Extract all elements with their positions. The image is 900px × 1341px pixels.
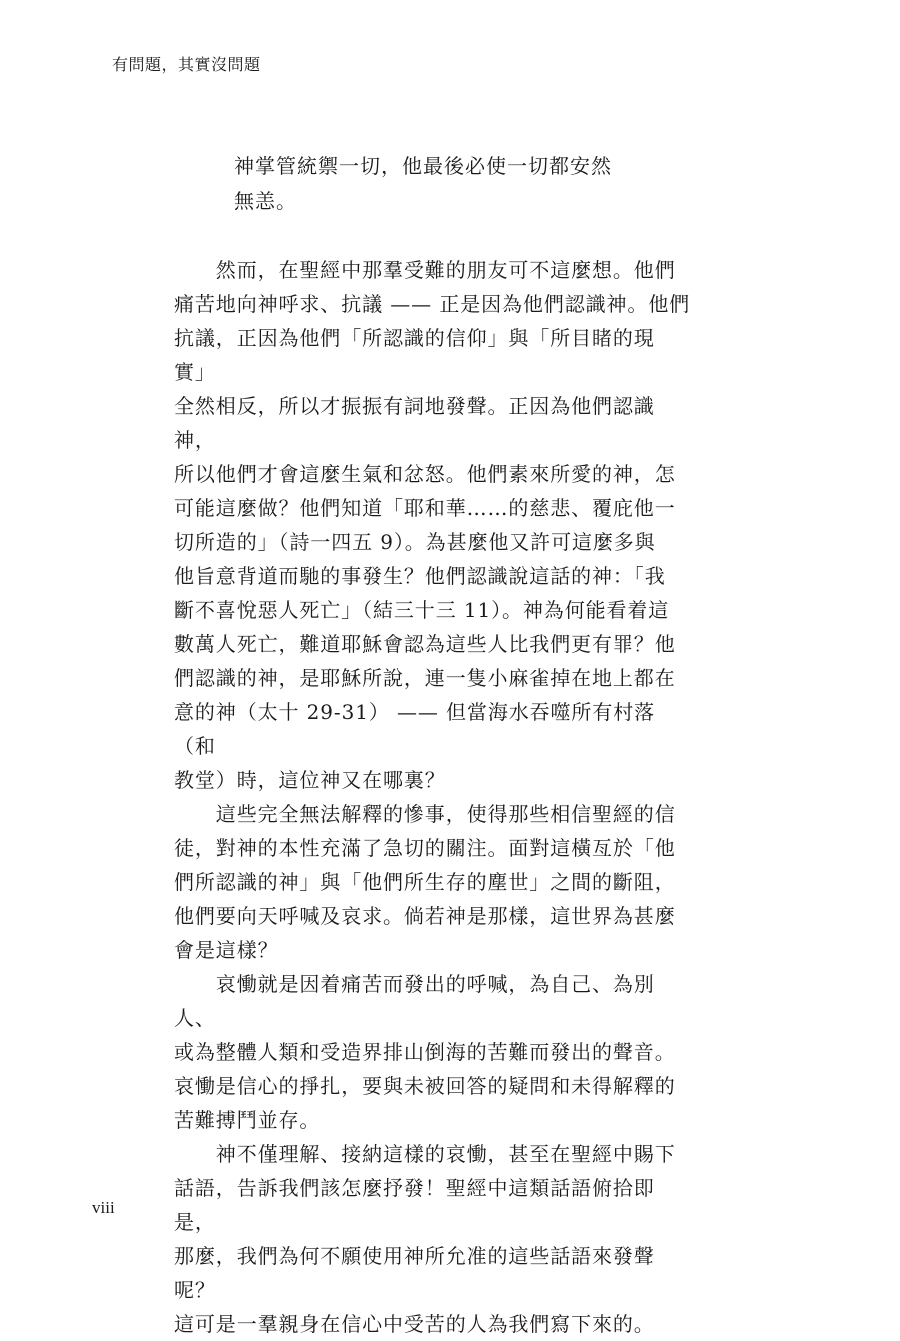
running-header-title: 有問題，其實沒問題 [112,55,261,74]
quote-line: 神掌管統禦一切，他最後必使一切都安然 [234,154,612,178]
paragraph: 這些完全無法解釋的慘事，使得那些相信聖經的信 徒，對神的本性充滿了急切的關注。面對這橫亙於「他 們所認識的神」與「他們所生存的塵世」之間的斷阻， 他們要向天呼喊及哀求。倘若神是那樣，這世界為甚麼 會是這樣？ [174,802,676,962]
body-text [174,253,694,1341]
paragraph: 神不僅理解、接納這樣的哀慟，甚至在聖經中賜下 話語，告訴我們該怎麼抒發！聖經中這類話語俯拾即是， 那麼，我們為何不願使用神所允准的這些話語來發聲呢？ 這可是一羣親身在信心中受苦的人為我們寫下來的。 [174,1142,676,1336]
block-quote [234,149,634,219]
paragraph: 哀慟就是因着痛苦而發出的呼喊，為自己、為別人、 或為整體人類和受造界排山倒海的苦難而發出的聲音。 哀慟是信心的掙扎，要與未被回答的疑問和未得解釋的 苦難搏鬥並存。 [174,972,676,1132]
paragraph: 然而，在聖經中那羣受難的朋友可不這麼想。他們 痛苦地向神呼求、抗議 —— 正是因為他們認識神。他們 抗議，正因為他們「所認識的信仰」與「所目睹的現實」 全然相反，所以才振振有詞地發聲。正因為他們認識神， 所以他們才會這麼生氣和忿怒。他們素來所愛的神，怎 可能這麼做？他們知道「耶和華……的慈悲、覆庇他一 切所造的」（詩一四五 9）。為甚麼他又許可這麼多與 他旨意背道而馳的事發生？他們認識說這話的神：「我 斷不喜悅惡人死亡」（結三十三 11）。神為何能看着這 數萬人死亡，難道耶穌會認為這些人比我們更有罪？他 們認識的神，是耶穌所說，連一隻小麻雀掉在地上都在 意的神（太十 29-31） —— 但當海水吞噬所有村落（和 教堂）時，這位神又在哪裏？ [174,258,691,792]
page-number: viii [92,1198,115,1217]
quote-line: 無恙。 [234,189,297,213]
